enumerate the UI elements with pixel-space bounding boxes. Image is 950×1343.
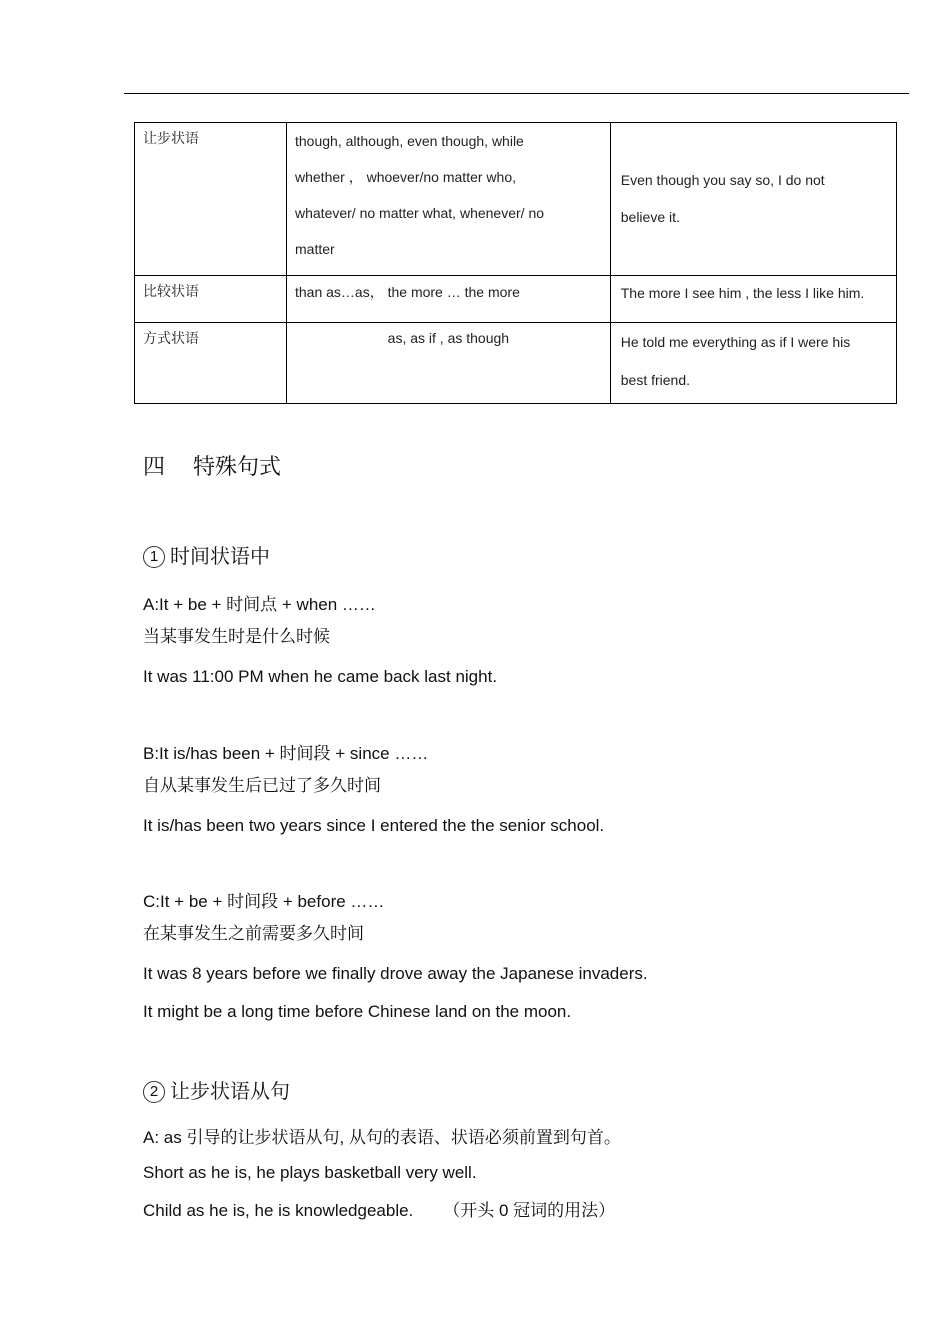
adverbial-clause-table <box>134 122 897 404</box>
header-rule <box>124 93 909 94</box>
rule-a: A: as 引导的让步状语从句, 从句的表语、状语必须前置到句首。 <box>143 1128 621 1147</box>
clause-type-cell: 方式状语 <box>135 323 287 404</box>
example-b: It is/has been two years since I entered the the senior school. <box>143 816 605 835</box>
pattern-c: C:It + be + 时间段 + before …… <box>143 892 385 911</box>
conjunctions-cell: than as…as， the more … the more <box>287 276 611 323</box>
example-line: believe it. <box>620 209 680 225</box>
example-text: Child as he is, he is knowledgeable. <box>143 1201 414 1220</box>
example-line: best friend. <box>620 372 691 388</box>
conjunction-line: matter <box>295 241 335 257</box>
subsection-heading-1 <box>143 540 270 569</box>
circled-number: 2 <box>143 1081 165 1103</box>
conjunctions-cell <box>287 123 611 276</box>
example-a: It was 11:00 PM when he came back last night. <box>143 667 498 686</box>
section-title: 特殊句式 <box>193 454 282 479</box>
subsection-heading-2 <box>143 1075 290 1104</box>
meaning-c: 在某事发生之前需要多久时间 <box>143 924 364 943</box>
clause-type-cell: 让步状语 <box>135 123 287 276</box>
concession-example-2 <box>143 1196 615 1221</box>
conjunction-line: whatever/ no matter what, whenever/ no <box>295 205 545 221</box>
section-number: 四 <box>143 454 166 479</box>
subsection-title: 时间状语中 <box>170 546 270 568</box>
subsection-title: 让步状语从句 <box>170 1081 290 1103</box>
example-c-1: It was 8 years before we finally drove away the Japanese invaders. <box>143 964 648 983</box>
concession-example-1: Short as he is, he plays basketball very well. <box>143 1163 477 1182</box>
example-line: He told me everything as if I were his <box>620 334 851 350</box>
clause-type-cell: 比较状语 <box>135 276 287 323</box>
conjunction-line: though, although, even though, while <box>295 133 524 149</box>
example-line: Even though you say so, I do not <box>620 172 825 188</box>
conjunctions-cell: as, as if , as though <box>287 323 611 404</box>
example-c-2: It might be a long time before Chinese land on the moon. <box>143 1002 572 1021</box>
example-cell <box>610 323 896 404</box>
table-row <box>135 323 897 404</box>
usage-note: （开头 0 冠词的用法） <box>443 1201 616 1220</box>
section-heading <box>143 450 281 481</box>
table-row <box>135 276 897 323</box>
pattern-b: B:It is/has been + 时间段 + since …… <box>143 744 429 763</box>
conjunction-line: whether ， whoever/no matter who, <box>295 169 516 185</box>
circled-number: 1 <box>143 546 165 568</box>
meaning-a: 当某事发生时是什么时候 <box>143 627 330 646</box>
pattern-a: A:It + be + 时间点 + when …… <box>143 595 376 614</box>
meaning-b: 自从某事发生后已过了多久时间 <box>143 776 381 795</box>
example-cell <box>610 123 896 276</box>
table-row <box>135 123 897 276</box>
example-cell: The more I see him , the less I like him. <box>610 276 896 323</box>
